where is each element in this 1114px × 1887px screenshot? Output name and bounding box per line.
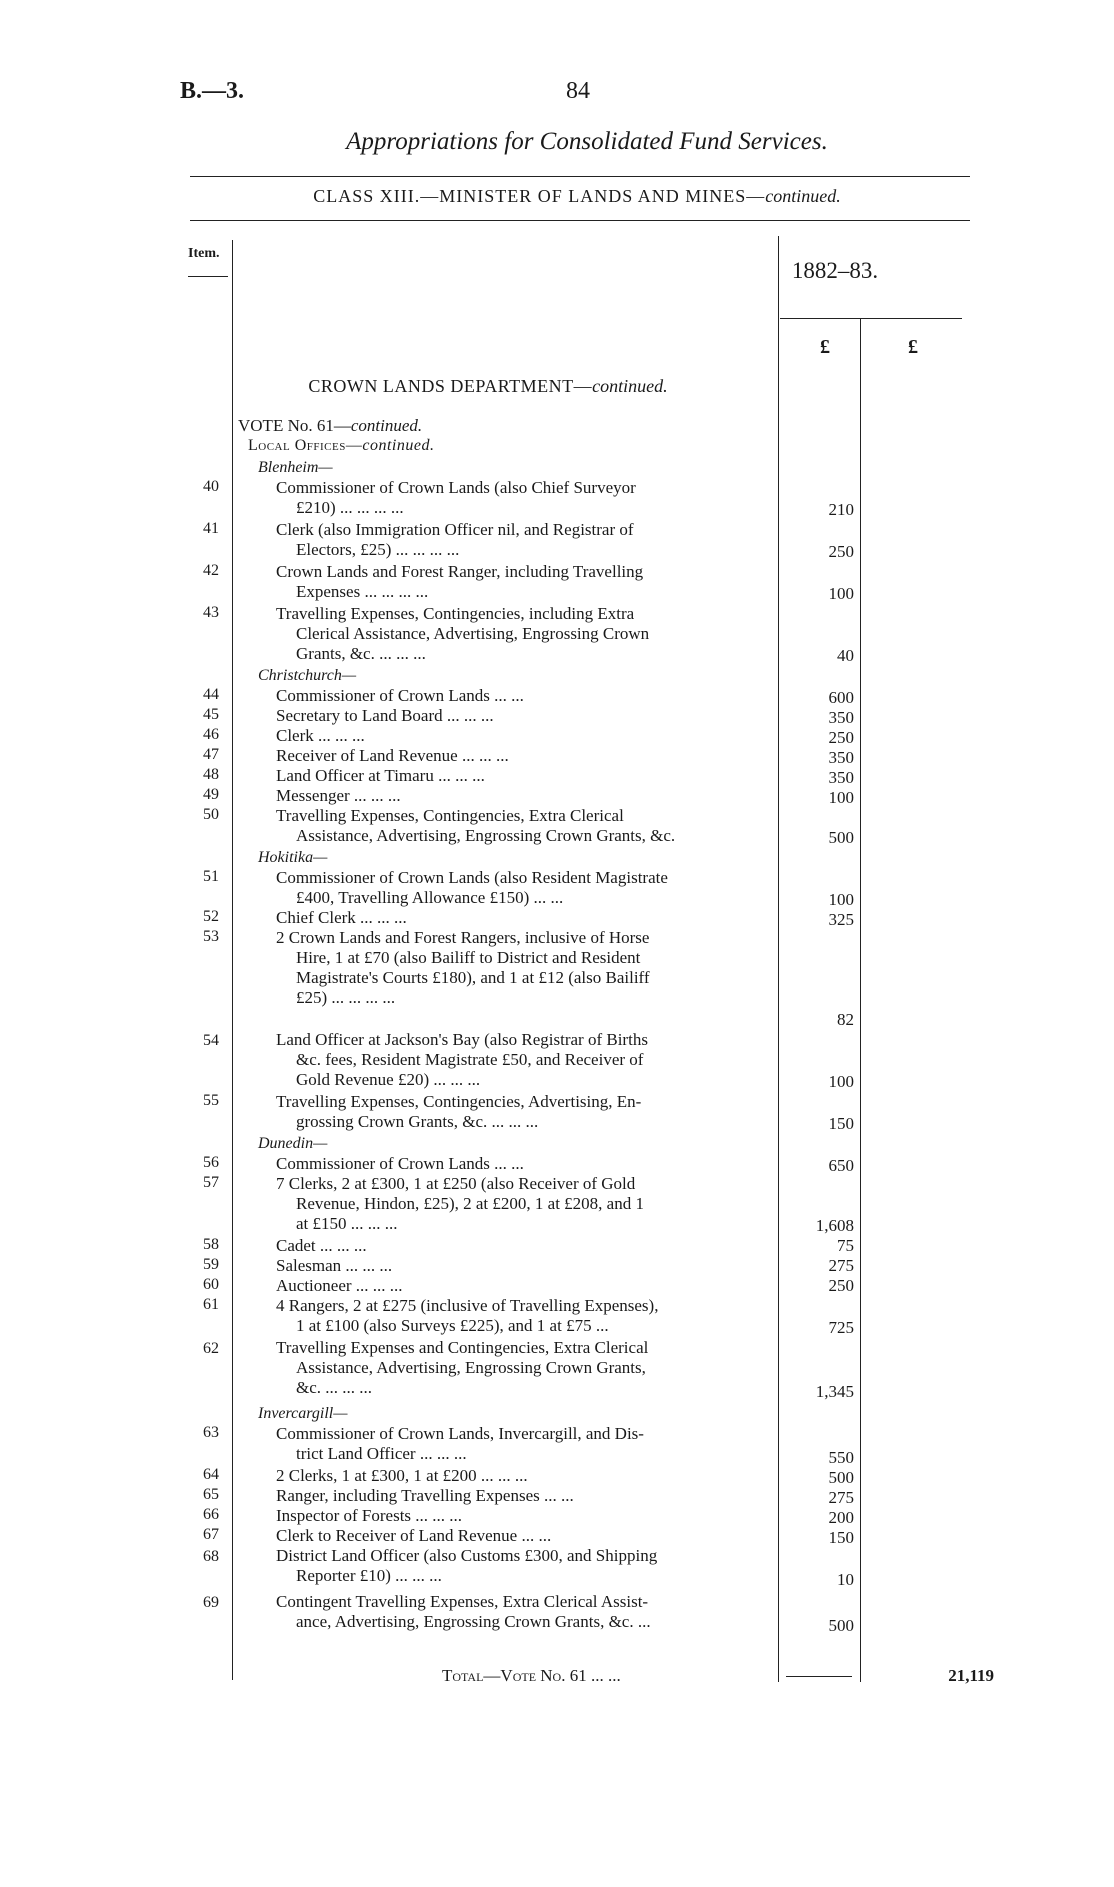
item-description: Chief Clerk ... ... ... bbox=[276, 908, 407, 927]
item-description: Electors, £25) ... ... ... ... bbox=[296, 540, 460, 559]
group-invercargill: Invercargill— bbox=[258, 1405, 348, 1422]
item-number: 45 bbox=[203, 706, 219, 723]
item-amount: 150 bbox=[828, 1114, 854, 1133]
group-dunedin: Dunedin— bbox=[258, 1135, 328, 1152]
item-amount: 82 bbox=[837, 1010, 854, 1029]
item-number: 44 bbox=[203, 686, 219, 703]
item-description: 1 at £100 (also Surveys £225), and 1 at £75 ... bbox=[296, 1316, 609, 1335]
item-description: Travelling Expenses, Contingencies, Advertising, En- bbox=[276, 1092, 642, 1111]
item-number: 42 bbox=[203, 562, 219, 579]
item-number: 56 bbox=[203, 1154, 219, 1171]
item-amount: 550 bbox=[828, 1448, 854, 1467]
item-amount: 500 bbox=[828, 1468, 854, 1487]
item-description: Clerk (also Immigration Officer nil, and Registrar of bbox=[276, 520, 634, 539]
item-amount: 325 bbox=[828, 910, 854, 929]
item-amount: 275 bbox=[828, 1488, 854, 1507]
item-description: Crown Lands and Forest Ranger, including Travelling bbox=[276, 562, 644, 581]
department-heading: CROWN LANDS DEPARTMENT—continued. bbox=[308, 376, 668, 396]
item-amount: 10 bbox=[837, 1570, 854, 1589]
item-amount: 725 bbox=[828, 1318, 854, 1337]
item-amount: 350 bbox=[828, 768, 854, 787]
item-description: District Land Officer (also Customs £300, and Shipping bbox=[276, 1546, 658, 1565]
group-hokitika: Hokitika— bbox=[258, 849, 328, 866]
item-description: Land Officer at Timaru ... ... ... bbox=[276, 766, 485, 785]
item-amount: 100 bbox=[828, 788, 854, 807]
document-code: B.—3. bbox=[180, 78, 245, 104]
item-number: 53 bbox=[203, 928, 219, 945]
item-description: Hire, 1 at £70 (also Bailiff to District and Resident bbox=[296, 948, 641, 967]
item-description: Messenger ... ... ... bbox=[276, 786, 401, 805]
item-description: Cadet ... ... ... bbox=[276, 1236, 367, 1255]
item-description: 4 Rangers, 2 at £275 (inclusive of Travelling Expenses), bbox=[276, 1296, 659, 1315]
item-column-divider bbox=[232, 240, 233, 1680]
item-amount: 650 bbox=[828, 1156, 854, 1175]
item-description: £25) ... ... ... ... bbox=[296, 988, 396, 1007]
item-number: 47 bbox=[203, 746, 219, 763]
item-description: Clerical Assistance, Advertising, Engrossing Crown bbox=[296, 624, 650, 643]
item-number: 41 bbox=[203, 520, 219, 537]
item-amount: 100 bbox=[828, 890, 854, 909]
item-number: 55 bbox=[203, 1092, 219, 1109]
item-description: Revenue, Hindon, £25), 2 at £200, 1 at £208, and 1 bbox=[296, 1194, 644, 1213]
item-description: Travelling Expenses, Contingencies, including Extra bbox=[276, 604, 635, 623]
item-number: 59 bbox=[203, 1256, 219, 1273]
title-rule bbox=[190, 176, 970, 177]
item-number: 65 bbox=[203, 1486, 219, 1503]
total-label: Total—Vote No. 61 ... ... bbox=[442, 1666, 621, 1685]
page-number: 84 bbox=[566, 78, 590, 104]
item-description: Ranger, including Travelling Expenses ... ... bbox=[276, 1486, 574, 1505]
item-description: Contingent Travelling Expenses, Extra Clerical Assist- bbox=[276, 1592, 649, 1611]
item-number: 61 bbox=[203, 1296, 219, 1313]
total-rule bbox=[786, 1676, 852, 1677]
item-column-header: Item. bbox=[188, 246, 220, 261]
item-description: Commissioner of Crown Lands (also Chief Surveyor bbox=[276, 478, 636, 497]
item-description: 2 Crown Lands and Forest Rangers, inclusive of Horse bbox=[276, 928, 650, 947]
total-amount: 21,119 bbox=[948, 1666, 994, 1685]
item-number: 40 bbox=[203, 478, 219, 495]
item-amount: 40 bbox=[837, 646, 854, 665]
group-christchurch: Christchurch— bbox=[258, 667, 357, 684]
item-description: Magistrate's Courts £180), and 1 at £12 (also Bailiff bbox=[296, 968, 650, 987]
item-number: 54 bbox=[203, 1032, 219, 1049]
local-offices-heading: Local Offices—continued. bbox=[248, 437, 435, 454]
item-amount: 275 bbox=[828, 1256, 854, 1275]
item-description: Land Officer at Jackson's Bay (also Registrar of Births bbox=[276, 1030, 648, 1049]
item-description: Secretary to Land Board ... ... ... bbox=[276, 706, 494, 725]
item-number: 63 bbox=[203, 1424, 219, 1441]
item-description: &c. fees, Resident Magistrate £50, and Receiver of bbox=[296, 1050, 644, 1069]
item-description: 2 Clerks, 1 at £300, 1 at £200 ... ... ... bbox=[276, 1466, 528, 1485]
item-description: Grants, &c. ... ... ... bbox=[296, 644, 426, 663]
item-amount: 600 bbox=[828, 688, 854, 707]
item-number: 57 bbox=[203, 1174, 219, 1191]
year-header: 1882–83. bbox=[791, 258, 879, 283]
item-number: 69 bbox=[203, 1594, 219, 1611]
item-description: Assistance, Advertising, Engrossing Crown Grants, bbox=[296, 1358, 646, 1377]
pound-header-1: £ bbox=[820, 336, 830, 358]
item-description: Inspector of Forests ... ... ... bbox=[276, 1506, 463, 1525]
item-description: Expenses ... ... ... ... bbox=[296, 582, 429, 601]
item-description: Travelling Expenses and Contingencies, Extra Clerical bbox=[276, 1338, 649, 1357]
item-description: ance, Advertising, Engrossing Crown Grants, &c. ... bbox=[296, 1612, 651, 1631]
item-amount: 100 bbox=[828, 584, 854, 603]
item-description: Reporter £10) ... ... ... bbox=[296, 1566, 442, 1585]
item-number: 67 bbox=[203, 1526, 219, 1543]
item-number: 62 bbox=[203, 1340, 219, 1357]
item-amount: 210 bbox=[828, 500, 854, 519]
page-title: Appropriations for Consolidated Fund Services. bbox=[346, 128, 828, 155]
item-description: at £150 ... ... ... bbox=[296, 1214, 398, 1233]
item-description: grossing Crown Grants, &c. ... ... ... bbox=[296, 1112, 539, 1131]
class-rule bbox=[190, 220, 970, 221]
item-description: &c. ... ... ... bbox=[296, 1378, 373, 1397]
item-amount: 150 bbox=[828, 1528, 854, 1547]
class-heading: CLASS XIII.—MINISTER OF LANDS AND MINES—continued. bbox=[313, 186, 841, 206]
item-description: Clerk ... ... ... bbox=[276, 726, 365, 745]
item-amount: 1,608 bbox=[815, 1216, 854, 1235]
item-description: Commissioner of Crown Lands, Invercargill, and Dis- bbox=[276, 1424, 644, 1443]
item-description: Assistance, Advertising, Engrossing Crown Grants, &c. bbox=[296, 826, 676, 845]
pound-header-2: £ bbox=[908, 336, 918, 358]
item-amount: 250 bbox=[828, 728, 854, 747]
item-description: Auctioneer ... ... ... bbox=[276, 1276, 403, 1295]
item-description: Gold Revenue £20) ... ... ... bbox=[296, 1070, 481, 1089]
item-amount: 75 bbox=[837, 1236, 854, 1255]
item-description: trict Land Officer ... ... ... bbox=[296, 1444, 467, 1463]
item-amount: 350 bbox=[828, 748, 854, 767]
item-number: 66 bbox=[203, 1506, 219, 1523]
item-amount: 250 bbox=[828, 1276, 854, 1295]
item-amount: 200 bbox=[828, 1508, 854, 1527]
year-rule bbox=[780, 318, 962, 319]
item-description: Commissioner of Crown Lands (also Resident Magistrate bbox=[276, 868, 668, 887]
item-description: Receiver of Land Revenue ... ... ... bbox=[276, 746, 509, 765]
item-number: 43 bbox=[203, 604, 219, 621]
item-number: 49 bbox=[203, 786, 219, 803]
item-amount: 500 bbox=[828, 828, 854, 847]
item-description: Clerk to Receiver of Land Revenue ... ... bbox=[276, 1526, 552, 1545]
item-description: £210) ... ... ... ... bbox=[296, 498, 404, 517]
item-amount: 350 bbox=[828, 708, 854, 727]
item-number: 52 bbox=[203, 908, 219, 925]
item-amount: 500 bbox=[828, 1616, 854, 1635]
item-description: £400, Travelling Allowance £150) ... ... bbox=[296, 888, 564, 907]
item-description: Commissioner of Crown Lands ... ... bbox=[276, 1154, 524, 1173]
item-description: 7 Clerks, 2 at £300, 1 at £250 (also Receiver of Gold bbox=[276, 1174, 636, 1193]
item-amount: 100 bbox=[828, 1072, 854, 1091]
item-number: 64 bbox=[203, 1466, 219, 1483]
item-description: Commissioner of Crown Lands ... ... bbox=[276, 686, 524, 705]
vote-heading: VOTE No. 61—continued. bbox=[238, 416, 423, 435]
item-description: Salesman ... ... ... bbox=[276, 1256, 393, 1275]
item-number: 51 bbox=[203, 868, 219, 885]
item-number: 58 bbox=[203, 1236, 219, 1253]
item-number: 50 bbox=[203, 806, 219, 823]
item-description: Travelling Expenses, Contingencies, Extra Clerical bbox=[276, 806, 624, 825]
subtotal-column-divider bbox=[860, 318, 861, 1682]
item-header-rule bbox=[188, 276, 228, 277]
item-amount: 1,345 bbox=[815, 1382, 854, 1401]
item-number: 68 bbox=[203, 1548, 219, 1565]
group-blenheim: Blenheim— bbox=[258, 459, 333, 476]
item-number: 46 bbox=[203, 726, 219, 743]
item-number: 60 bbox=[203, 1276, 219, 1293]
item-number: 48 bbox=[203, 766, 219, 783]
item-amount: 250 bbox=[828, 542, 854, 561]
